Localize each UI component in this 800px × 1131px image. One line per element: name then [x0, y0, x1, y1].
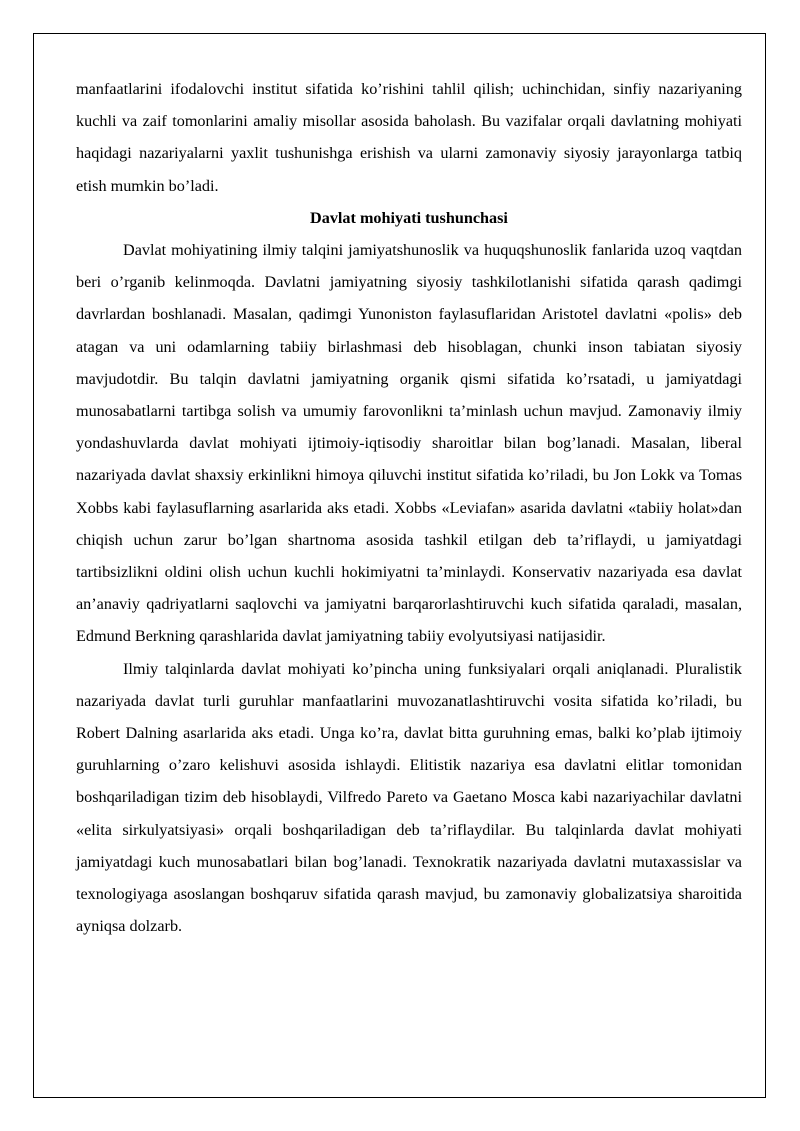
body-paragraph-1: Davlat mohiyatining ilmiy talqini jamiyatshunoslik va huquqshunoslik fanlarida uzoq vaqtdan beri o’rganib kelinmoqda. Davlatni jamiyatning siyosiy tashkilotlanishi sifatida qarash qadimgi davrlardan boshlanadi. Masalan, qadimgi Yunoniston faylasuflaridan Aristotel davlatni «polis» deb atagan va uni odamlarning tabiiy birlashmasi deb hisoblagan, chunki inson tabiatan siyosiy mavjudotdir. Bu talqin davlatni jamiyatning organik qismi sifatida ko’rsatadi, u jamiyatdagi munosabatlarni tartibga solish va umumiy farovonlikni ta’minlash uchun mavjud. Zamonaviy ilmiy yondashuvlarda davlat mohiyati ijtimoiy-iqtisodiy sharoitlar bilan bog’lanadi. Masalan, liberal nazariyada davlat shaxsiy erkinlikni himoya qiluvchi institut sifatida ko’riladi, bu Jon Lokk va Tomas Xobbs kabi faylasuflarning asarlarida aks etadi. Xobbs «Leviafan» asarida davlatni «tabiiy holat»dan chiqish uchun zarur bo’lgan shartnoma asosida tashkil etilgan deb ta’riflaydi, u jamiyatdagi tartibsizlikni oldini olish uchun kuchli hokimiyatni ta’minlaydi. Konservativ nazariyada esa davlat an’anaviy qadriyatlarni saqlovchi va jamiyatni barqarorlashtiruvchi kuch sifatida qaraladi, masalan, Edmund Berkning qarashlarida davlat jamiyatning tabiiy evolyutsiyasi natijasidir. — [76, 241, 742, 646]
intro-paragraph: manfaatlarini ifodalovchi institut sifatida ko’rishini tahlil qilish; uchinchidan, sinfiy nazariyaning kuchli va zaif tomonlarini amaliy misollar asosida baholash. Bu vazifalar orqali davlatning mohiyati haqidagi nazariyalarni yaxlit tushunishga erishish va ularni zamonaviy siyosiy jarayonlarga tatbiq etish mumkin bo’ladi. — [76, 80, 742, 195]
section-heading: Davlat mohiyati tushunchasi — [310, 208, 508, 227]
document-body — [76, 73, 742, 942]
body-paragraph-2: Ilmiy talqinlarda davlat mohiyati ko’pincha uning funksiyalari orqali aniqlanadi. Pluralistik nazariyada davlat turli guruhlar manfaatlarini muvozanatlashtiruvchi vosita sifatida ko’riladi, bu Robert Dalning asarlarida aks etadi. Unga ko’ra, davlat bitta guruhning emas, balki ko’plab ijtimoiy guruhlarning o’zaro kelishuvi asosida ishlaydi. Elitistik nazariya esa davlatni elitlar tomonidan boshqariladigan tizim deb hisoblaydi, Vilfredo Pareto va Gaetano Mosca kabi nazariyachilar davlatni «elita sirkulyatsiyasi» orqali boshqariladigan deb ta’riflaydilar. Bu talqinlarda davlat mohiyati jamiyatdagi kuch munosabatlari bilan bog’lanadi. Texnokratik nazariyada davlatni mutaxassislar va texnologiyaga asoslangan boshqaruv sifatida qarash mavjud, bu zamonaviy globalizatsiya sharoitida ayniqsa dolzarb. — [76, 659, 742, 936]
